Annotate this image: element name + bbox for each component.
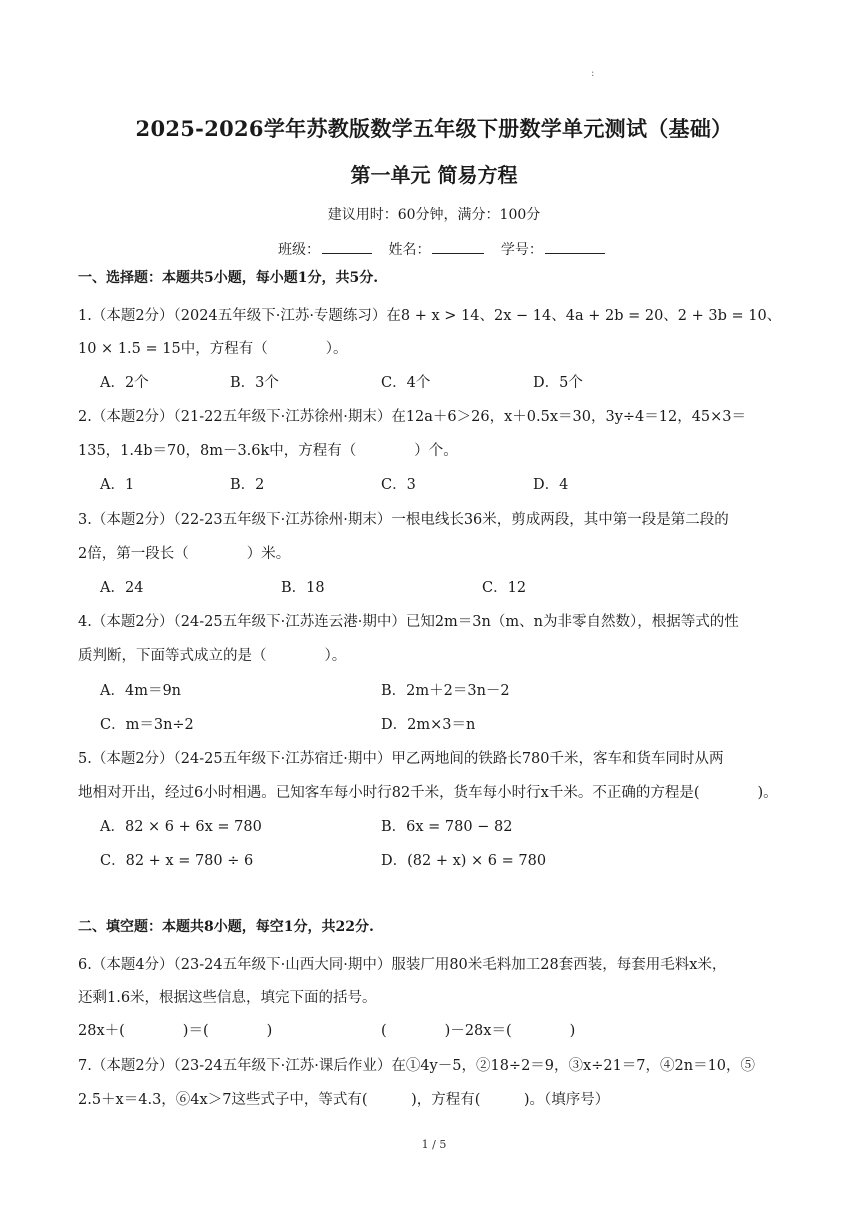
name-label: 姓名： [388,242,431,258]
header-mark: : [591,68,595,79]
q4-line1: 4.（本题2分）（24-25五年级下·江苏连云港·期中）已知2m＝3n（m、n为非零自然数），根据等式的性 [78,614,739,630]
q3-option-a: A．24 [100,580,144,596]
q7-line1: 7.（本题2分）（23-24五年级下·江苏·课后作业）在①4y－5，②18÷2＝9，③x÷21＝7，④2n＝10，⑤ [78,1058,756,1074]
section1-heading: 一、选择题：本题共5小题，每小题1分，共5分. [78,270,379,286]
q2-option-a: A．1 [100,477,135,493]
document-title: 2025-2026学年苏教版数学五年级下册数学单元测试（基础） [135,116,733,141]
id-label: 学号： [500,242,543,258]
q2-option-b: B．2 [230,477,265,493]
q5-option-c: C．82 + x = 780 ÷ 6 [100,853,254,869]
q2-option-c: C．3 [381,477,416,493]
q1-line2: 10 × 1.5 = 15中，方程有（ ）。 [78,341,348,357]
q7-line2: 2.5＋x＝4.3，⑥4x＞7这些式子中，等式有( )，方程有( )。（填序号） [78,1092,610,1108]
q2-line1: 2.（本题2分）（21-22五年级下·江苏徐州·期末）在12a＋6＞26，x＋0.5x＝30，3y÷4＝12，45×3＝ [78,409,747,425]
q1-option-d: D．5个 [533,375,583,391]
class-blank [322,239,372,254]
q5-line1: 5.（本题2分）（24-25五年级下·江苏宿迁·期中）甲乙两地间的铁路长780千米，客车和货车同时从两 [78,751,724,767]
q4-option-c: C．m＝3n÷2 [100,717,194,733]
q5-line2: 地相对开出，经过6小时相遇。已知客车每小时行82千米，货车每小时行x千米。不正确的方程是( )。 [78,785,778,801]
q5-option-a: A．82 × 6 + 6x = 780 [100,819,262,835]
q1-option-b: B．3个 [230,375,279,391]
id-blank [545,239,605,254]
q4-option-b: B．2m＋2＝3n－2 [381,683,510,699]
q1-option-a: A．2个 [100,375,149,391]
q1-line1: 1.（本题2分）（2024五年级下·江苏·专题练习）在8 + x > 14、2x − 14、4a + 2b = 20、2 + 3b = 10、 [78,308,782,324]
q6-equation-2: ( )－28x＝( ) [381,1023,576,1039]
q3-line1: 3.（本题2分）（22-23五年级下·江苏徐州·期末）一根电线长36米，剪成两段，其中第一段是第二段的 [78,512,729,528]
q5-option-b: B．6x = 780 − 82 [381,819,513,835]
section2-heading: 二、填空题：本题共8小题，每空1分，共22分. [78,919,374,935]
q6-line1: 6.（本题4分）（23-24五年级下·山西大同·期中）服装厂用80米毛料加工28套西装，每套用毛料x米， [78,957,727,973]
q3-option-c: C．12 [482,580,527,596]
q3-line2: 2倍，第一段长（ ）米。 [78,546,291,562]
q2-option-d: D．4 [533,477,569,493]
q2-line2: 135，1.4b＝70，8m－3.6k中，方程有（ ）个。 [78,443,458,459]
q4-option-d: D．2m×3＝n [381,717,476,733]
class-label: 班级： [278,242,320,258]
page-number: 1 / 5 [421,1138,447,1151]
unit-subtitle: 第一单元 简易方程 [350,163,518,187]
q4-line2: 质判断，下面等式成立的是（ ）。 [78,648,347,664]
time-info: 建议用时：60分钟，满分：100分 [327,207,541,223]
name-blank [432,239,484,254]
q5-option-d: D．(82 + x) × 6 = 780 [381,853,547,869]
q3-option-b: B．18 [281,580,325,596]
q1-option-c: C．4个 [381,375,431,391]
student-info-row [278,239,605,259]
q4-option-a: A．4m＝9n [100,683,182,699]
q6-equation-1: 28x＋( )＝( ) [78,1023,273,1039]
q6-line2: 还剩1.6米，根据这些信息，填完下面的括号。 [78,990,377,1006]
